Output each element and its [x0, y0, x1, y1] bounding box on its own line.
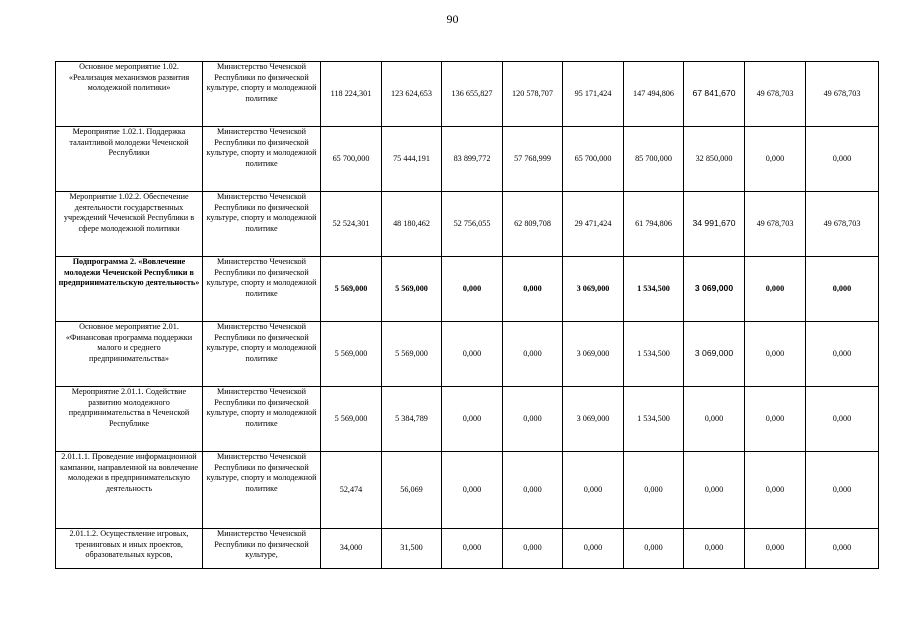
activity-name-cell: Основное мероприятие 2.01. «Финансовая программа поддержки малого и среднего предпринимательства» [56, 322, 203, 387]
activity-name-cell: Мероприятие 2.01.1. Содействие развитию молодежного предпринимательства в Чеченской Республике [56, 387, 203, 452]
amount-cell: 0,000 [745, 257, 806, 322]
amount-cell: 3 069,000 [684, 257, 745, 322]
amount-cell: 120 578,707 [503, 62, 563, 127]
amount-cell: 61 794,806 [624, 192, 684, 257]
table-row [56, 529, 879, 569]
amount-cell: 0,000 [745, 387, 806, 452]
amount-cell: 34,000 [321, 529, 382, 569]
amount-cell: 1 534,500 [624, 257, 684, 322]
budget-table [55, 61, 879, 569]
amount-cell: 83 899,772 [442, 127, 503, 192]
amount-cell: 0,000 [442, 529, 503, 569]
amount-cell: 5 569,000 [382, 257, 442, 322]
amount-cell: 5 569,000 [321, 257, 382, 322]
amount-cell: 0,000 [624, 529, 684, 569]
amount-cell: 62 809,708 [503, 192, 563, 257]
table-row [56, 192, 879, 257]
amount-cell: 147 494,806 [624, 62, 684, 127]
amount-cell: 0,000 [503, 322, 563, 387]
amount-cell: 65 700,000 [563, 127, 624, 192]
amount-cell: 123 624,653 [382, 62, 442, 127]
amount-cell: 0,000 [745, 127, 806, 192]
amount-cell: 0,000 [806, 387, 879, 452]
amount-cell: 52,474 [321, 452, 382, 529]
executor-cell: Министерство Чеченской Республики по физической культуре, спорту и молодежной политике [203, 322, 321, 387]
amount-cell: 3 069,000 [563, 257, 624, 322]
amount-cell: 0,000 [745, 322, 806, 387]
amount-cell: 5 569,000 [382, 322, 442, 387]
amount-cell: 49 678,703 [806, 62, 879, 127]
amount-cell: 48 180,462 [382, 192, 442, 257]
executor-cell: Министерство Чеченской Республики по физической культуре, спорту и молодежной политике [203, 257, 321, 322]
amount-cell: 136 655,827 [442, 62, 503, 127]
amount-cell: 31,500 [382, 529, 442, 569]
amount-cell: 3 069,000 [563, 322, 624, 387]
amount-cell: 49 678,703 [745, 192, 806, 257]
amount-cell: 0,000 [503, 257, 563, 322]
amount-cell: 0,000 [503, 529, 563, 569]
amount-cell: 5 569,000 [321, 387, 382, 452]
amount-cell: 57 768,999 [503, 127, 563, 192]
amount-cell: 0,000 [442, 322, 503, 387]
amount-cell: 0,000 [503, 387, 563, 452]
amount-cell: 34 991,670 [684, 192, 745, 257]
amount-cell: 52 756,055 [442, 192, 503, 257]
amount-cell: 0,000 [563, 529, 624, 569]
amount-cell: 29 471,424 [563, 192, 624, 257]
amount-cell: 0,000 [806, 529, 879, 569]
amount-cell: 75 444,191 [382, 127, 442, 192]
amount-cell: 0,000 [806, 257, 879, 322]
activity-name-cell: Подпрограмма 2. «Вовлечение молодежи Чеченской Республики в предпринимательскую деятельность» [56, 257, 203, 322]
executor-cell: Министерство Чеченской Республики по физической культуре, спорту и молодежной политике [203, 127, 321, 192]
amount-cell: 85 700,000 [624, 127, 684, 192]
amount-cell: 3 069,000 [563, 387, 624, 452]
amount-cell: 0,000 [503, 452, 563, 529]
amount-cell: 0,000 [624, 452, 684, 529]
amount-cell: 5 384,789 [382, 387, 442, 452]
amount-cell: 1 534,500 [624, 322, 684, 387]
executor-cell: Министерство Чеченской Республики по физической культуре, спорту и молодежной политике [203, 192, 321, 257]
amount-cell: 0,000 [806, 452, 879, 529]
amount-cell: 0,000 [442, 257, 503, 322]
activity-name-cell: Мероприятие 1.02.2. Обеспечение деятельности государственных учреждений Чеченской Республики в сфере молодежной политики [56, 192, 203, 257]
amount-cell: 0,000 [745, 529, 806, 569]
executor-cell: Министерство Чеченской Республики по физической культуре, спорту и молодежной политике [203, 387, 321, 452]
amount-cell: 32 850,000 [684, 127, 745, 192]
table-row [56, 127, 879, 192]
amount-cell: 0,000 [684, 529, 745, 569]
amount-cell: 0,000 [684, 387, 745, 452]
activity-name-cell: Основное мероприятие 1.02. «Реализация механизмов развития молодежной политики» [56, 62, 203, 127]
executor-cell: Министерство Чеченской Республики по физической культуре, спорту и молодежной политике [203, 62, 321, 127]
executor-cell: Министерство Чеченской Республики по физической культуре, [203, 529, 321, 569]
amount-cell: 67 841,670 [684, 62, 745, 127]
amount-cell: 49 678,703 [806, 192, 879, 257]
activity-name-cell: 2.01.1.1. Проведение информационной кампании, направленной на вовлечение молодежи в предпринимательскую деятельность [56, 452, 203, 529]
activity-name-cell: 2.01.1.2. Осуществление игровых, тренинговых и иных проектов, образовательных курсов, [56, 529, 203, 569]
table-row [56, 452, 879, 529]
amount-cell: 1 534,500 [624, 387, 684, 452]
amount-cell: 5 569,000 [321, 322, 382, 387]
amount-cell: 0,000 [563, 452, 624, 529]
page-number: 90 [446, 12, 459, 26]
amount-cell: 0,000 [442, 452, 503, 529]
amount-cell: 0,000 [806, 127, 879, 192]
table-row [56, 322, 879, 387]
amount-cell: 0,000 [442, 387, 503, 452]
amount-cell: 49 678,703 [745, 62, 806, 127]
amount-cell: 65 700,000 [321, 127, 382, 192]
amount-cell: 0,000 [806, 322, 879, 387]
activity-name-cell: Мероприятие 1.02.1. Поддержка талантливой молодежи Чеченской Республики [56, 127, 203, 192]
table-row [56, 257, 879, 322]
amount-cell: 56,069 [382, 452, 442, 529]
executor-cell: Министерство Чеченской Республики по физической культуре, спорту и молодежной политике [203, 452, 321, 529]
table-row [56, 62, 879, 127]
amount-cell: 95 171,424 [563, 62, 624, 127]
table-row [56, 387, 879, 452]
amount-cell: 0,000 [745, 452, 806, 529]
amount-cell: 0,000 [684, 452, 745, 529]
amount-cell: 118 224,301 [321, 62, 382, 127]
amount-cell: 52 524,301 [321, 192, 382, 257]
amount-cell: 3 069,000 [684, 322, 745, 387]
